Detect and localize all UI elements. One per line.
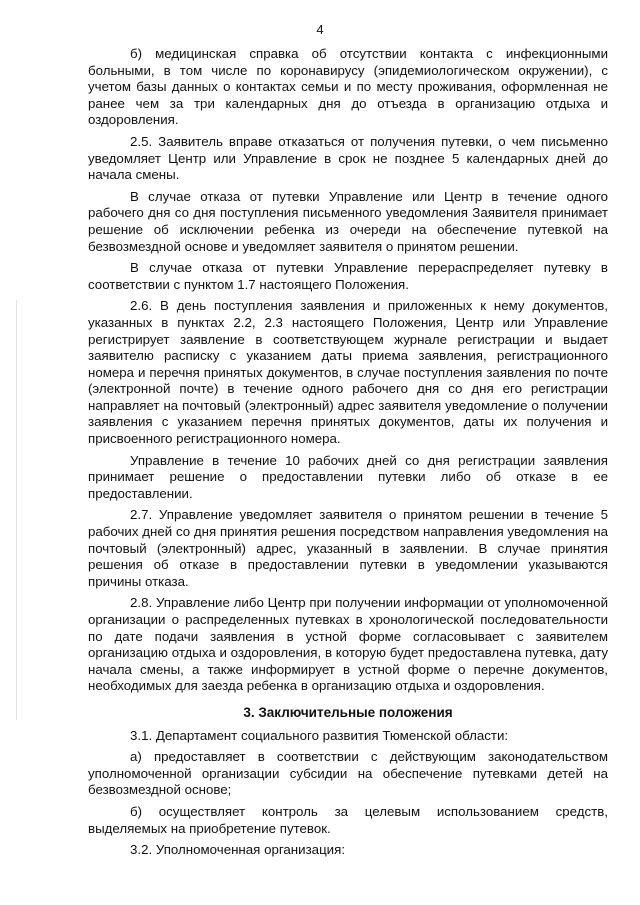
paragraph-2-8: 2.8. Управление либо Центр при получении информации от уполномоченной организации о распределенных путевках в хронологической последовательности по дате подачи заявления в устной форме согласовывает с заявителем организацию отдыха и оздоровления, в которую будет предоставлена путевка, дату начала смены, а также информирует в устной форме о перечне документов, необходимых для заезда ребенка в организацию отдыха и оздоровления. xyxy=(88,595,608,694)
scan-edge-line xyxy=(16,300,17,720)
paragraph-2-5: 2.5. Заявитель вправе отказаться от получения путевки, о чем письменно уведомляет Центр или Управление в срок не позднее 5 календарных дней до начала смены. xyxy=(88,133,608,183)
paragraph-3-1-b: б) осуществляет контроль за целевым использованием средств, выделяемых на приобретение путевок. xyxy=(88,803,608,836)
paragraph-3-2: 3.2. Уполномоченная организация: xyxy=(130,842,346,858)
document-body xyxy=(88,46,608,864)
section-heading: 3. Заключительные положения xyxy=(243,704,453,720)
paragraph-decision-10-days: Управление в течение 10 рабочих дней со дня регистрации заявления принимает решение о предоставлении путевки либо об отказе в ее предоставлении. xyxy=(88,452,608,501)
paragraph-refusal-decision: В случае отказа от путевки Управление или Центр в течение одного рабочего дня со дня поступления письменного уведомления Заявителя принимает решение об исключении ребенка из очереди на обеспечение путевкой на безвозмездной основе и уведомляет заявителя о принятом решении. xyxy=(88,188,608,254)
paragraph-2-6: 2.6. В день поступления заявления и приложенных к нему документов, указанных в пунктах 2.2, 2.3 настоящего Положения, Центр или Управление регистрирует заявление в соответствующем журнале регистрации и выдает заявителю расписку с указанием даты приема заявления, регистрационного номера и перечня принятых документов, в случае поступления заявления по почте (электронной почте) в течение одного рабочего дня со дня его регистрации направляет на почтовый (электронный) адрес заявителя уведомление о получении заявления с указанием перечня принятых документов, даты их получения и присвоенного регистрационного номера. xyxy=(88,298,608,447)
paragraph-2-7: 2.7. Управление уведомляет заявителя о принятом решении в течение 5 рабочих дней со дня принятия решения посредством направления уведомления на почтовый (электронный) адрес, указанный в заявлении. В случае принятия решения об отказе в предоставлении путевки в уведомлении указываются причины отказа. xyxy=(88,507,608,589)
paragraph-3-1-a: а) предоставляет в соответствии с действующим законодательством уполномоченной организации субсидии на обеспечение путевками детей на безвозмездной основе; xyxy=(88,749,608,798)
paragraph-3-1: 3.1. Департамент социального развития Тюменской области: xyxy=(130,727,509,743)
page-number: 4 xyxy=(316,22,324,37)
paragraph-medical-certificate: б) медицинская справка об отсутствии контакта с инфекционными больными, в том числе по коронавирусу (эпидемиологическом окружении), с учетом базы данных о контактах семьи и по месту проживания, оформленная не ранее чем за три календарных дня до отъезда в организацию отдыха и оздоровления. xyxy=(88,46,608,128)
paragraph-redistribution: В случае отказа от путевки Управление перераспределяет путевку в соответствии с пунктом 1.7 настоящего Положения. xyxy=(88,260,608,292)
